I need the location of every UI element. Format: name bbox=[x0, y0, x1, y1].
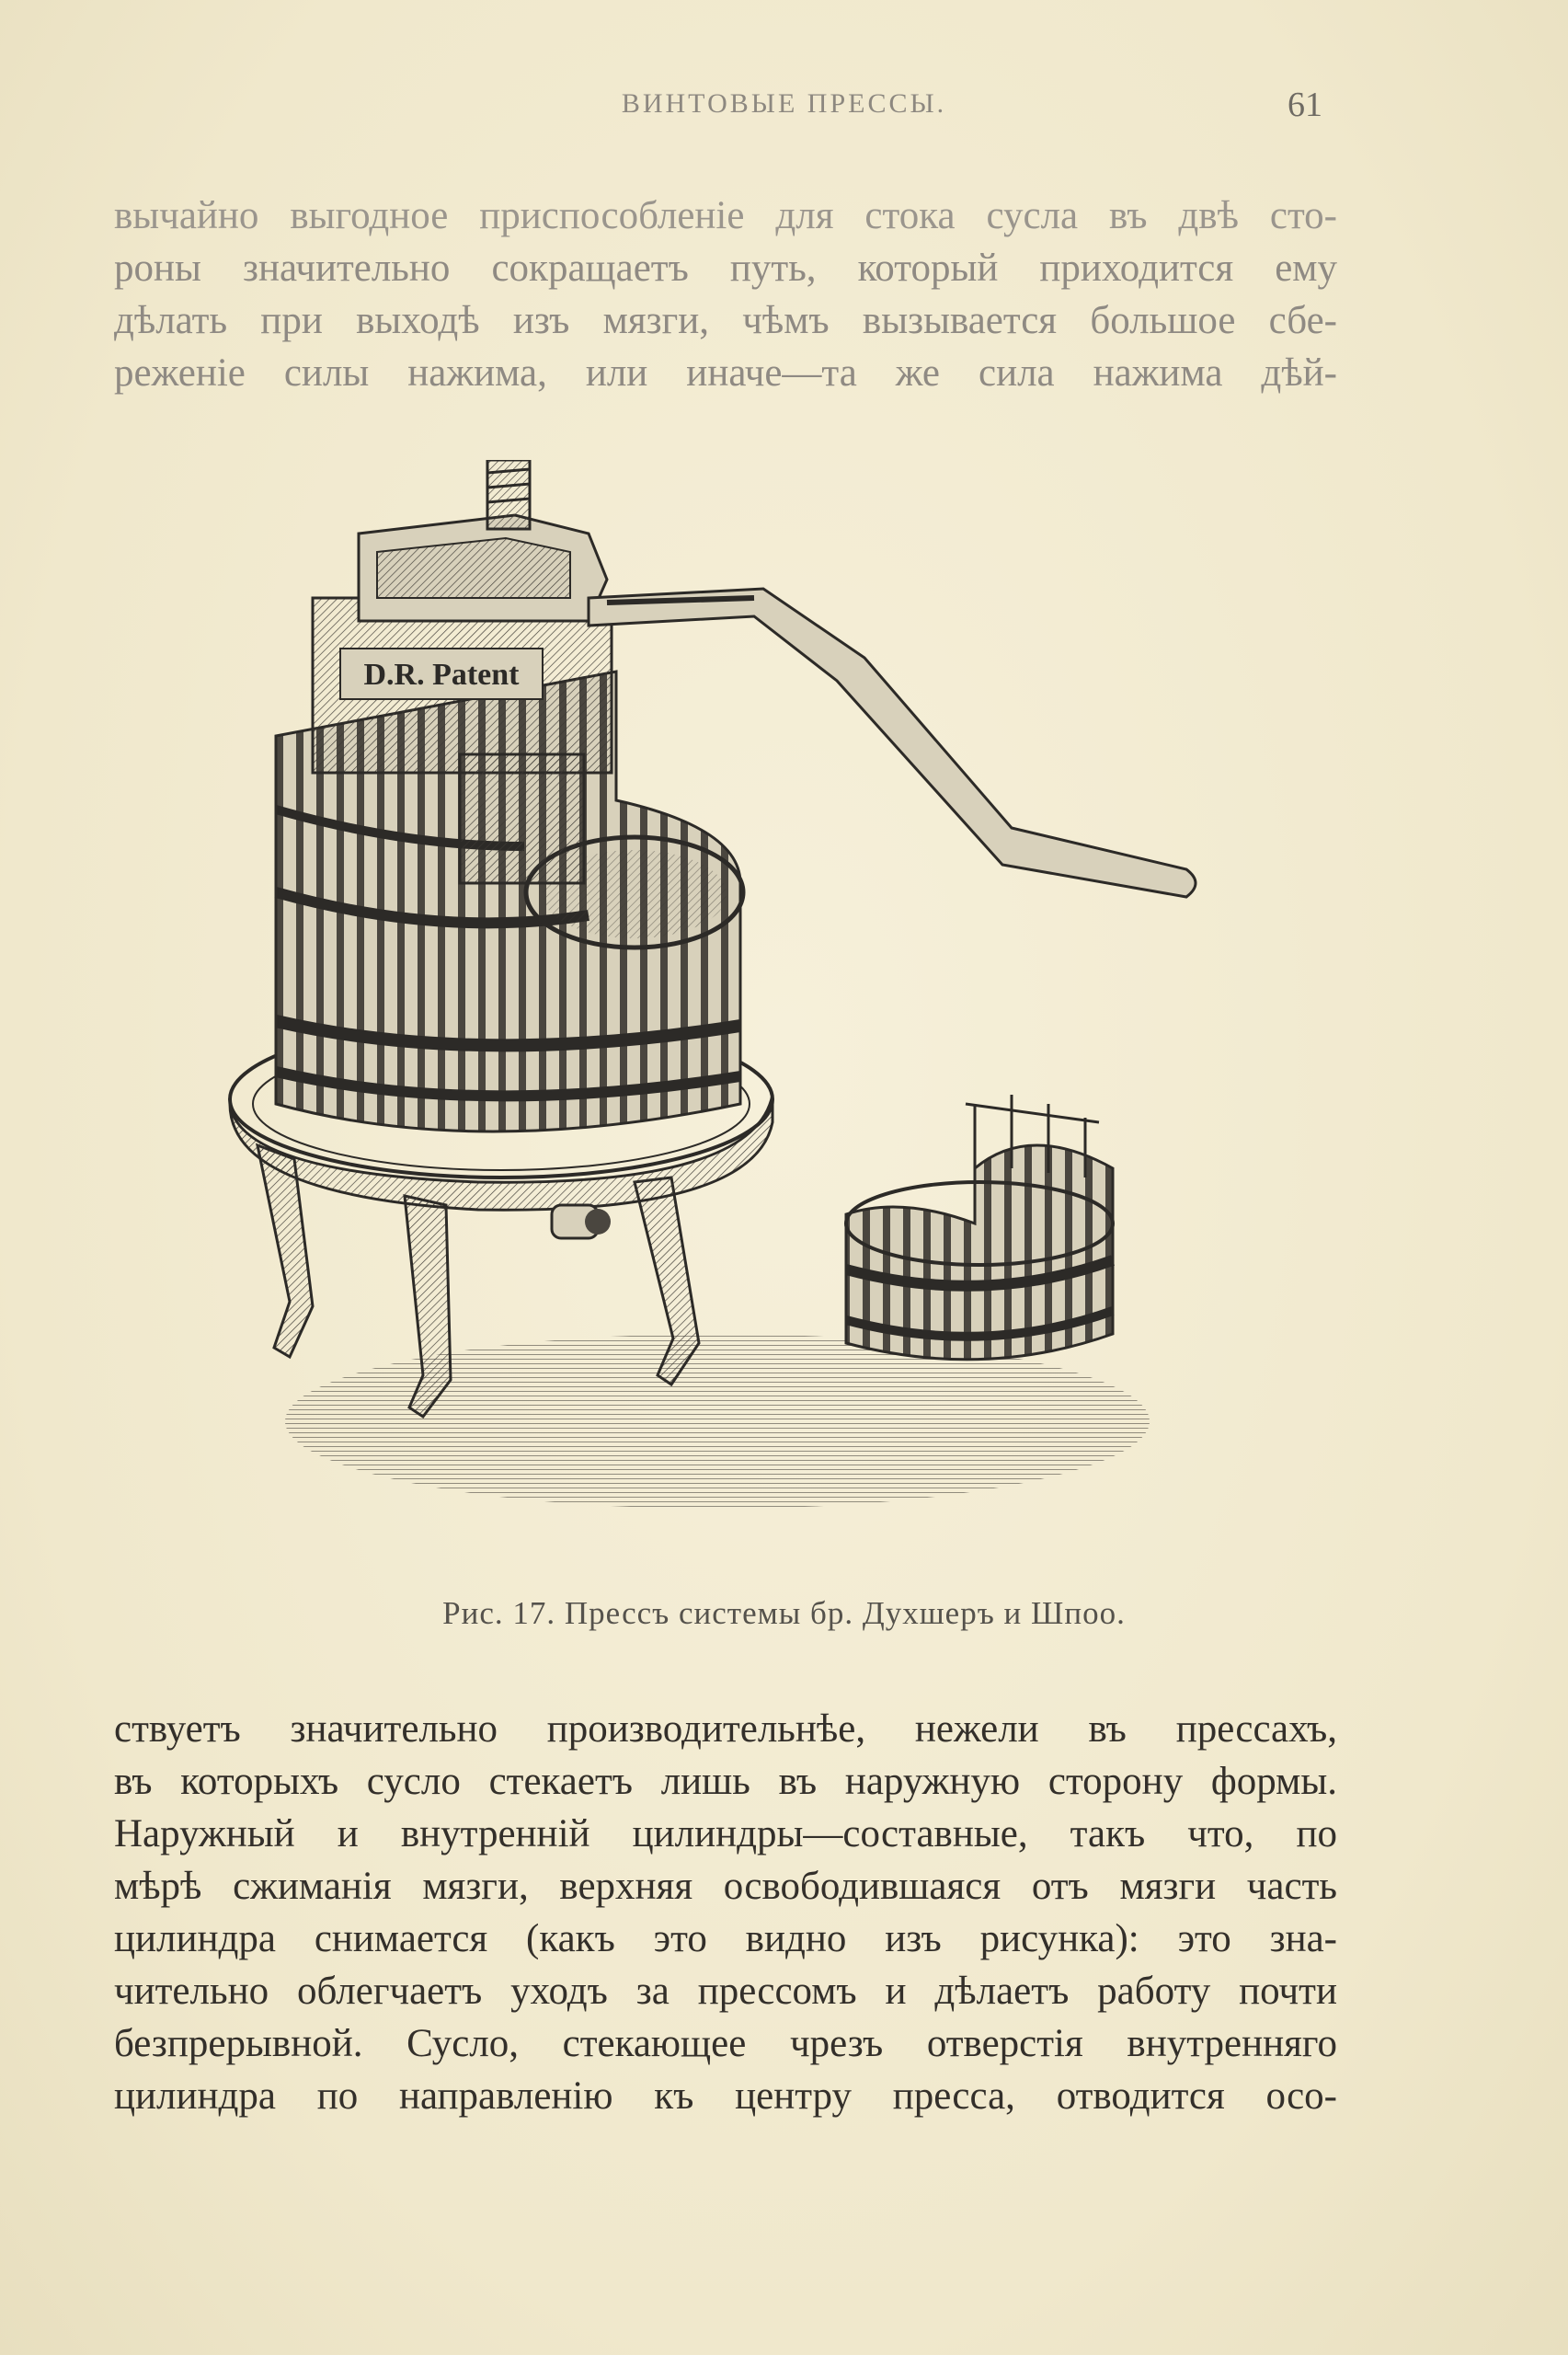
text-line: дѣлать при выходѣ изъ мязги, чѣмъ вызывается большое сбе- bbox=[114, 299, 1337, 342]
text-line: роны значительно сокращаетъ путь, который приходится ему bbox=[114, 247, 1337, 290]
page-number: 61 bbox=[1288, 86, 1322, 124]
text-line: чительно облегчаетъ уходъ за прессомъ и дѣлаетъ работу почти bbox=[114, 1970, 1337, 2013]
text-line: вычайно выгодное приспособленіе для стока сусла въ двѣ сто- bbox=[114, 194, 1337, 237]
text-line: въ которыхъ сусло стекаетъ лишь въ наружную сторону формы. bbox=[114, 1760, 1337, 1803]
text-line: реженіе силы нажима, или иначе—та же сила нажима дѣй- bbox=[114, 351, 1337, 395]
text-line: цилиндра снимается (какъ это видно изъ рисунка): это зна- bbox=[114, 1917, 1337, 1960]
text-line: Наружный и внутренній цилиндры—составные, такъ что, по bbox=[114, 1812, 1337, 1855]
figure-caption: Рис. 17. Прессъ системы бр. Духшеръ и Шпоо. bbox=[442, 1595, 1126, 1631]
text-line: безпрерывной. Сусло, стекающее чрезъ отверстія внутренняго bbox=[114, 2022, 1337, 2065]
running-title: ВИНТОВЫЕ ПРЕССЫ. bbox=[621, 88, 947, 119]
text-line: ствуетъ значительно производительнѣе, нежели въ прессахъ, bbox=[114, 1707, 1337, 1751]
wine-press-illustration bbox=[202, 460, 1306, 1536]
top-paragraph bbox=[114, 190, 1337, 399]
text-line: цилиндра по направленію къ центру пресса, отводится осо- bbox=[114, 2074, 1337, 2118]
text-line: мѣрѣ сжиманія мязги, верхняя освободившаяся отъ мязги часть bbox=[114, 1865, 1337, 1908]
patent-plate-text: D.R. Patent bbox=[363, 658, 520, 692]
bottom-paragraph bbox=[114, 1703, 1337, 2122]
